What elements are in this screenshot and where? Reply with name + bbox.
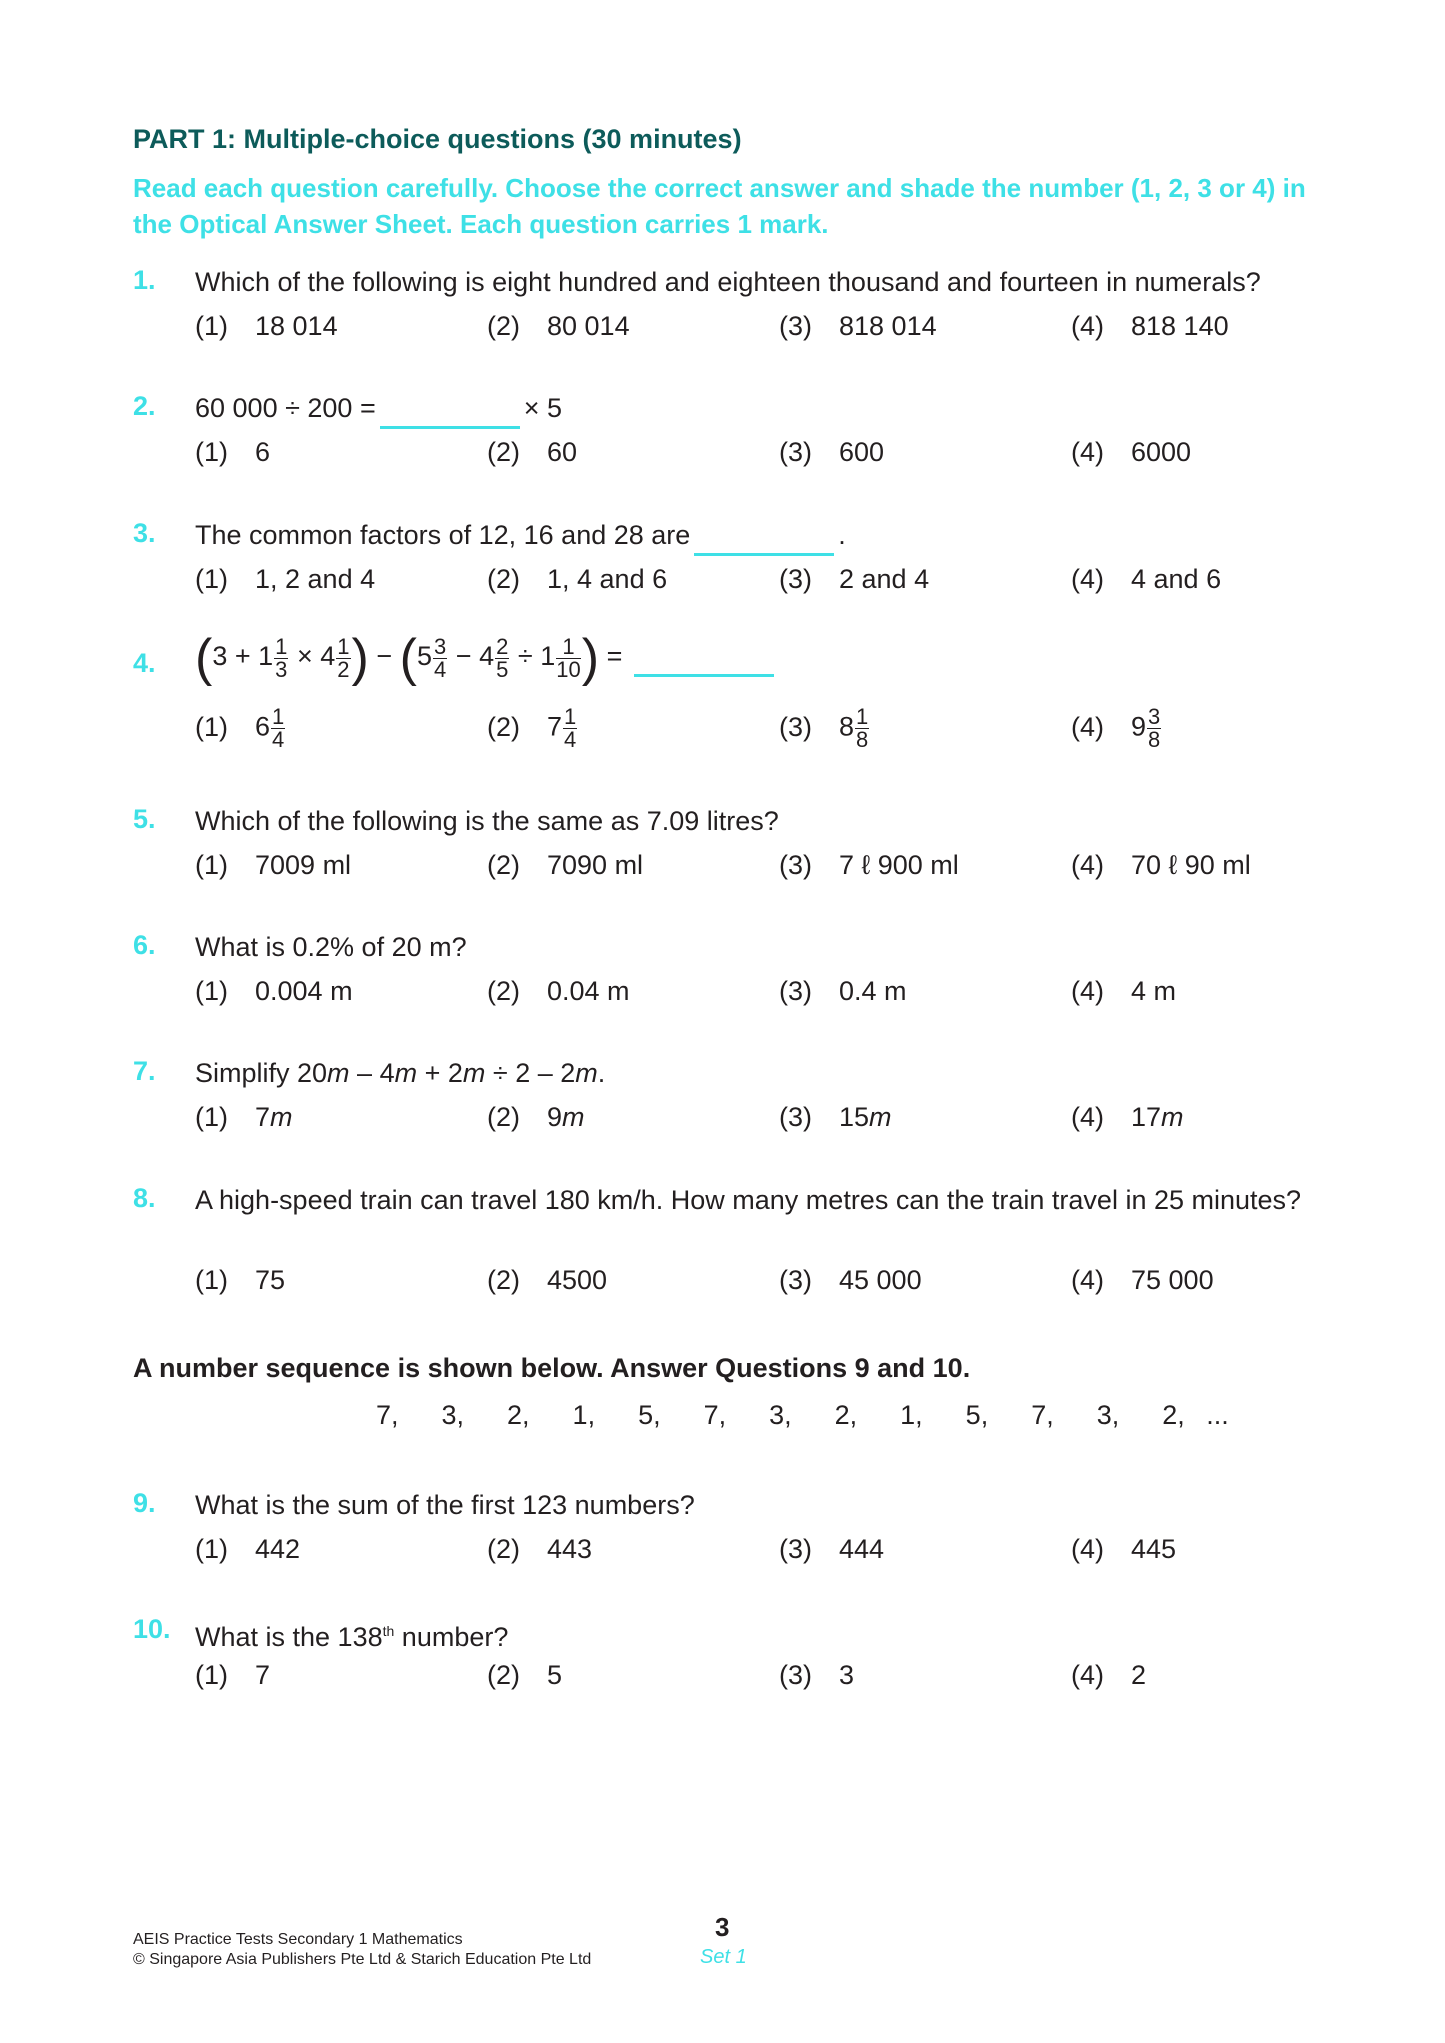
question-text: 60 000 ÷ 200 = × 5 [195,391,1325,429]
option-2[interactable]: (2) 7090 ml [487,850,644,880]
question-number: 6. [133,930,156,960]
options [195,1660,1335,1700]
options [195,1265,1335,1305]
option-1[interactable]: (1) 7 [195,1660,271,1690]
option-4[interactable]: (4) 6000 [1071,437,1192,467]
question-text: Which of the following is eight hundred and eighteen thousand and fourteen in numerals? [195,267,1261,297]
options [195,850,1335,890]
question-text: A high-speed train can travel 180 km/h. How many metres can the train travel in 25 minutes? [195,1185,1302,1215]
options [195,311,1335,351]
options [195,706,1335,766]
option-1[interactable]: (1) 7009 ml [195,850,352,880]
option-4[interactable]: (4) 75 000 [1071,1265,1214,1295]
option-3[interactable]: (3) 2 and 4 [779,564,930,594]
sequence-heading: A number sequence is shown below. Answer Questions 9 and 10. [133,1353,971,1383]
option-4[interactable]: (4) 17m [1071,1102,1184,1132]
option-2[interactable]: (2) 5 [487,1660,563,1690]
number-sequence: 7, 3, 2, 1, 5, 7, 3, 2, 1, 5, 7, 3, 2, ... [376,1400,1229,1430]
option-1[interactable]: (1) 0.004 m [195,976,353,1006]
question-number: 2. [133,391,156,421]
option-3[interactable]: (3) 818 014 [779,311,937,341]
question-text: What is 0.2% of 20 m? [195,932,467,962]
answer-blank [694,518,834,556]
question-number: 10. [133,1614,171,1644]
part-title: PART 1: Multiple-choice questions (30 minutes) [133,124,742,154]
option-1[interactable]: (1) 442 [195,1534,301,1564]
question-text: What is the sum of the first 123 numbers? [195,1490,695,1520]
page-number: 3 [715,1912,730,1942]
option-1[interactable]: (1) 7m [195,1102,293,1132]
option-1[interactable]: (1) 1, 2 and 4 [195,564,376,594]
options [195,437,1335,477]
option-4[interactable]: (4) 4 and 6 [1071,564,1222,594]
fraction: $\frac{1}{2}$ [337,633,350,682]
fraction: $\frac{1}{10}$ [556,633,581,682]
option-3[interactable]: (3) 3 [779,1660,855,1690]
option-4[interactable]: (4) 4 m [1071,976,1177,1006]
set-label: Set 1 [700,1946,747,1968]
option-4[interactable]: (4) 70 ℓ 90 ml [1071,850,1251,880]
option-3[interactable]: (3) 8 $\frac{1}{8}$ [779,704,869,752]
option-2[interactable]: (2) 80 014 [487,311,630,341]
options [195,1534,1335,1574]
option-3[interactable]: (3) 444 [779,1534,885,1564]
options [195,976,1335,1016]
question-text: The common factors of 12, 16 and 28 are . [195,518,1325,556]
option-1[interactable]: (1) 6 [195,437,271,467]
question-number: 5. [133,804,156,834]
question-text: Which of the following is the same as 7.09 litres? [195,806,779,836]
answer-blank [380,391,520,429]
option-4[interactable]: (4) 2 [1071,1660,1147,1690]
option-4[interactable]: (4) 9 $\frac{3}{8}$ [1071,704,1161,752]
question-text: What is the 138th number? [195,1622,509,1652]
option-3[interactable]: (3) 0.4 m [779,976,907,1006]
option-1[interactable]: (1) 6 $\frac{1}{4}$ [195,704,285,752]
option-3[interactable]: (3) 7 ℓ 900 ml [779,850,959,880]
option-2[interactable]: (2) 1, 4 and 6 [487,564,668,594]
answer-blank [634,639,774,677]
question-text: Simplify 20m – 4m + 2m ÷ 2 – 2m. [195,1058,606,1088]
footer-credits: AEIS Practice Tests Secondary 1 Mathematics © Singapore Asia Publishers Pte Ltd & Starich Education Pte Ltd [133,1931,592,1968]
options [195,1102,1335,1142]
option-2[interactable]: (2) 0.04 m [487,976,630,1006]
option-2[interactable]: (2) 4500 [487,1265,608,1295]
fraction: $\frac{3}{4}$ [434,633,447,682]
option-3[interactable]: (3) 15m [779,1102,892,1132]
fraction: $\frac{2}{5}$ [496,633,509,682]
instructions: Read each question carefully. Choose the correct answer and shade the number (1, 2, 3 or 4) in the Optical Answer Sheet. Each question carries 1 mark. [133,173,1306,239]
option-3[interactable]: (3) 45 000 [779,1265,922,1295]
option-4[interactable]: (4) 445 [1071,1534,1177,1564]
question-number: 7. [133,1056,156,1086]
math-expression: (3 + 1 $\frac{1}{3}$ × 4 $\frac{1}{2}$ ) − (5 $\frac{3}{4}$ − 4 $\frac{2}{5}$ ÷ 1 $\frac{1}{10}$ ) = [195,632,1325,684]
question-number: 9. [133,1488,156,1518]
question-number: 8. [133,1183,156,1213]
option-2[interactable]: (2) 443 [487,1534,593,1564]
option-2[interactable]: (2) 60 [487,437,578,467]
options [195,564,1335,604]
option-3[interactable]: (3) 600 [779,437,885,467]
option-2[interactable]: (2) 9m [487,1102,585,1132]
option-1[interactable]: (1) 18 014 [195,311,338,341]
fraction: $\frac{1}{3}$ [275,633,288,682]
question-number: 3. [133,518,156,548]
question-number: 1. [133,265,156,295]
option-4[interactable]: (4) 818 140 [1071,311,1229,341]
question-number: 4. [133,648,156,678]
option-1[interactable]: (1) 75 [195,1265,286,1295]
option-2[interactable]: (2) 7 $\frac{1}{4}$ [487,704,577,752]
